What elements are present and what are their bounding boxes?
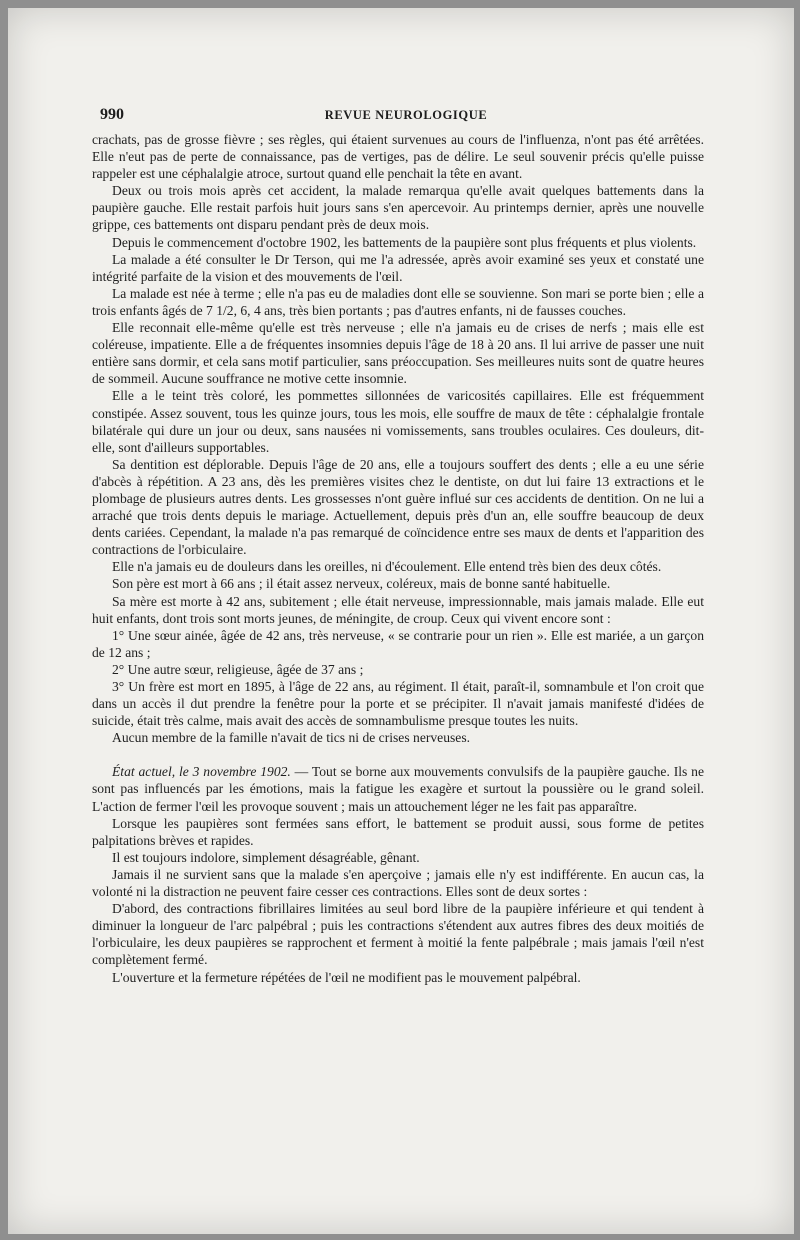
paragraph: 1° Une sœur ainée, âgée de 42 ans, très nerveuse, « se contrarie pour un rien ». Elle est mariée, a un garçon de 12 ans ; (92, 627, 704, 660)
paragraph: 2° Une autre sœur, religieuse, âgée de 37 ans ; (112, 661, 364, 677)
paragraph: Sa mère est morte à 42 ans, subitement ; elle était nerveuse, impressionnable, mais jamais malade. Elle eut huit enfants, dont trois sont morts jeunes, de méningite, de croup. Ceux qui vivent encore sont : (92, 593, 704, 626)
running-title: REVUE NEUROLOGIQUE (324, 108, 488, 122)
page-header (100, 106, 712, 126)
paragraph: Lorsque les paupières sont fermées sans effort, le battement se produit aussi, sous forme de petites palpitations brèves et rapides. (92, 815, 704, 848)
paragraph: La malade a été consulter le Dr Terson, qui me l'a adressée, après avoir examiné ses yeux et constaté une intégrité parfaite de la vision et des mouvements de l'œil. (92, 251, 704, 284)
section-lead: — Tout se borne aux mouvements convulsifs de la paupière gauche. Ils ne sont pas influencés par les émotions, mais la fatigue les exagère et surtout la poussière ou le grand soleil. L'action de fermer l'œil les provoque souvent ; mais un attouchement léger ne les fait pas apparaître. (92, 764, 704, 814)
paragraph: Sa dentition est déplorable. Depuis l'âge de 20 ans, elle a toujours souffert des dents ; elle a eu une série d'abcès à répétition. A 23 ans, dès les premières visites chez le dentiste, on dut lui faire 13 extractions et le plombage de plusieurs autres dents. Les grossesses n'ont guère influé sur ces accidents de dentition. On ne lui a arraché que trois dents depuis le mariage. Actuellement, depuis près d'un an, elle souffre beaucoup de deux dents cariées. Cependant, la malade n'a pas remarqué de coïncidence entre ses maux de dents et l'apparition des contractions de l'orbiculaire. (92, 456, 704, 558)
paragraph: Elle n'a jamais eu de douleurs dans les oreilles, ni d'écoulement. Elle entend très bien des deux côtés. (112, 559, 662, 575)
paragraph: L'ouverture et la fermeture répétées de l'œil ne modifient pas le mouvement palpébral. (112, 969, 581, 985)
section-heading: État actuel, le 3 novembre 1902. (112, 764, 291, 780)
paragraph: Jamais il ne survient sans que la malade s'en aperçoive ; jamais elle n'y est indifférente. En aucun cas, la volonté ni la distraction ne peuvent faire cesser ces contractions. Elles sont de deux sortes : (92, 866, 704, 900)
page-number: 990 (100, 106, 124, 123)
article-body (92, 131, 704, 986)
paragraph: La malade est née à terme ; elle n'a pas eu de maladies dont elle se souvienne. Son mari se porte bien ; elle a trois enfants âgés de 7 1/2, 6, 4 ans, très bien portants ; pas d'autres enfants, ni de fausses couches. (92, 285, 704, 318)
paragraph: Aucun membre de la famille n'avait de tics ni de crises nerveuses. (112, 730, 471, 746)
paragraph: 3° Un frère est mort en 1895, à l'âge de 22 ans, au régiment. Il était, paraît-il, somnambule et l'on croit que dans un accès il dut prendre la fenêtre pour la porte et se précipiter. Il n'avait jamais manifesté d'idées de suicide, était très calme, mais avait des accès de somnambulisme presque toutes les nuits. (92, 679, 704, 729)
paragraph: Il est toujours indolore, simplement désagréable, gênant. (112, 849, 420, 865)
paragraph: Deux ou trois mois après cet accident, la malade remarqua qu'elle avait quelques battements dans la paupière gauche. Elle restait parfois huit jours sans s'en apercevoir. Au printemps dernier, après une nouvelle grippe, ces battements ont disparu pendant près de deux mois. (92, 183, 704, 233)
paragraph: Depuis le commencement d'octobre 1902, les battements de la paupière sont plus fréquents et plus violents. (112, 234, 697, 250)
paragraph: Elle reconnait elle-même qu'elle est très nerveuse ; elle n'a jamais eu de crises de nerfs ; mais elle est coléreuse, impatiente. Elle a de fréquentes insomnies depuis l'âge de 18 à 20 ans. Il lui arrive de passer une nuit entière sans dormir, et cela sans motif particulier, sans préoccupation. Ses meilleures nuits sont de quatre heures de sommeil. Aucune souffrance ne motive cette insomnie. (92, 320, 704, 387)
paragraph: Son père est mort à 66 ans ; il était assez nerveux, coléreux, mais de bonne santé habituelle. (112, 576, 611, 592)
paragraph: Elle a le teint très coloré, les pommettes sillonnées de varicosités capillaires. Elle est fréquemment constipée. Assez souvent, tous les quinze jours, tous les mois, elle souffre de maux de tête : céphalalgie frontale bilatérale qui dure un jour ou deux, sans nausées ni vomissements, sans troubles oculaires. Ces douleurs, dit-elle, sont d'ailleurs supportables. (92, 388, 704, 455)
paragraph: D'abord, des contractions fibrillaires limitées au seul bord libre de la paupière inférieure et qui tendent à diminuer la longueur de l'arc palpébral ; puis les contractions s'étendent aux autres fibres des deux moitiés de l'orbiculaire, les deux paupières se rapprochent et ferment à moitié la fente palpébrale ; mais jamais l'œil n'est complètement fermé. (92, 901, 704, 968)
paragraph: crachats, pas de grosse fièvre ; ses règles, qui étaient survenues au cours de l'influenza, n'ont pas été arrêtées. Elle n'eut pas de perte de connaissance, pas de vertiges, pas de délire. Le seul souvenir précis qu'elle puisse rappeler est une céphalalgie atroce, surtout quand elle penchait la tête en avant. (92, 132, 704, 182)
section-paragraph (92, 763, 704, 814)
